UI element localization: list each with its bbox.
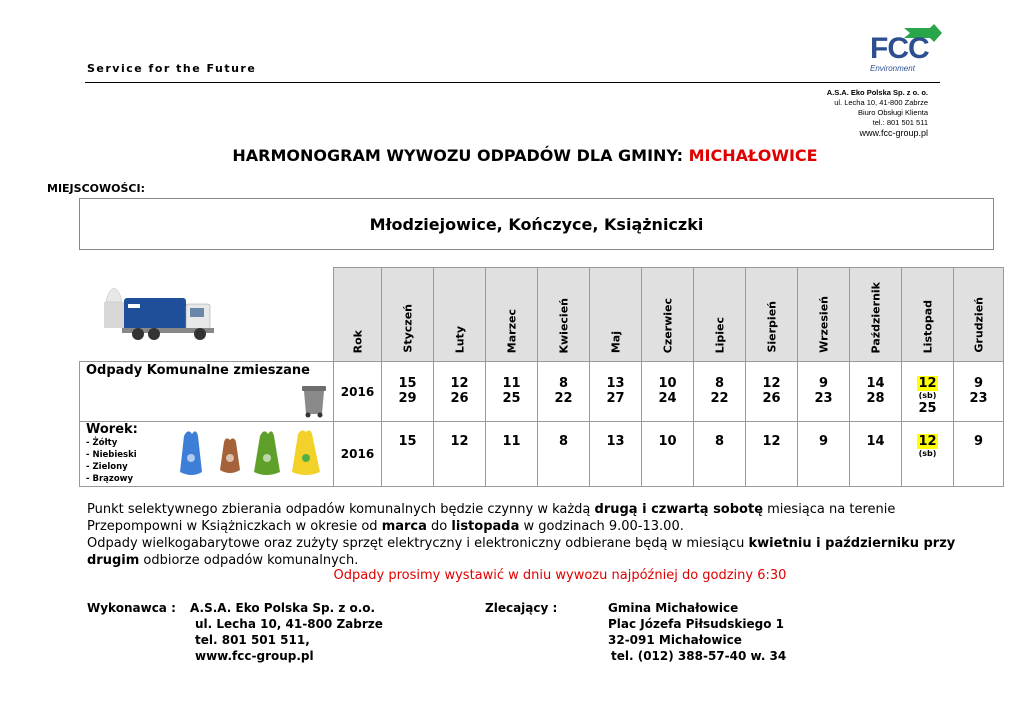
- month-label: Maj: [609, 330, 622, 353]
- day-cell: 9: [954, 422, 1004, 487]
- day-cell: 9: [798, 422, 850, 487]
- contractor-line: tel. 801 501 511,: [195, 633, 310, 647]
- day-cell: 9 23: [954, 362, 1004, 422]
- header-year-label: Rok: [351, 329, 364, 353]
- client-label: Zlecający :: [485, 601, 558, 615]
- day-cell: 13: [590, 422, 642, 487]
- header-month: [746, 268, 798, 362]
- saturday-mark: (sb): [918, 449, 937, 458]
- year-cell: 2016: [334, 362, 382, 422]
- header-month: [798, 268, 850, 362]
- bag-blue-label: - Niebieski: [86, 450, 137, 460]
- day-cell: 12: [434, 422, 486, 487]
- month-label: Październik: [869, 281, 882, 353]
- row-label-cell: [80, 362, 334, 422]
- logo-subtext: Environment: [870, 64, 915, 73]
- day-cell: 8: [538, 422, 590, 487]
- page-title: [0, 146, 1024, 165]
- table-header-row: [80, 268, 1004, 362]
- day-cell: 8: [694, 422, 746, 487]
- month-label: Sierpień: [765, 301, 778, 353]
- day-cell-saturday: 12 (sb) 25: [902, 362, 954, 422]
- info-p1-f: listopada: [451, 519, 520, 534]
- table-row: [80, 422, 1004, 487]
- header-month: [590, 268, 642, 362]
- day-cell: 12: [746, 422, 798, 487]
- month-label: Grudzień: [972, 297, 985, 353]
- header-month: [538, 268, 590, 362]
- info-p2-a: Odpady wielkogabarytowe oraz zużyty sprzęt elektryczny i elektroniczny odbierane będą w miesiącu: [87, 536, 749, 551]
- day-cell: 15: [382, 422, 434, 487]
- company-details: [827, 88, 928, 138]
- day-cell: 8 22: [538, 362, 590, 422]
- contractor-line: ul. Lecha 10, 41-800 Zabrze: [195, 617, 383, 631]
- year-cell: 2016: [334, 422, 382, 487]
- header-month: [850, 268, 902, 362]
- info-p1-e: do: [426, 519, 452, 534]
- company-name: A.S.A. Eko Polska Sp. z o. o.: [826, 88, 928, 97]
- info-p2-b: kwietniu i październiku przy drugim: [87, 536, 956, 568]
- title-municipality: MICHAŁOWICE: [688, 146, 818, 165]
- header-year: [334, 268, 382, 362]
- header-month: [642, 268, 694, 362]
- month-label: Luty: [453, 325, 466, 353]
- month-label: Wrzesień: [817, 296, 830, 353]
- day-cell: 12 26: [434, 362, 486, 422]
- day-cell: 10: [642, 422, 694, 487]
- schedule-table: [79, 267, 1004, 487]
- contractor-line[interactable]: www.fcc-group.pl: [195, 649, 314, 663]
- day-cell: 10 24: [642, 362, 694, 422]
- day-cell-saturday: [902, 422, 954, 487]
- contractor-label: Wykonawca :: [87, 601, 176, 615]
- info-p2-c: odbiorze odpadów komunalnych.: [139, 553, 359, 568]
- row-label-bags: Worek:: [86, 422, 138, 437]
- info-p1-b: drugą i czwartą sobotę: [594, 502, 764, 517]
- table-row: [80, 362, 1004, 422]
- header-month: [382, 268, 434, 362]
- waste-bin-icon: [300, 384, 328, 418]
- day-cell: 12 26: [746, 362, 798, 422]
- highlighted-day: 12: [918, 434, 937, 449]
- row-label-cell: [80, 422, 334, 487]
- client-line: Plac Józefa Piłsudskiego 1: [608, 617, 784, 631]
- company-website[interactable]: www.fcc-group.pl: [859, 128, 928, 138]
- client-details: [608, 600, 786, 664]
- truck-cell: [80, 268, 334, 362]
- day-cell: 8 22: [694, 362, 746, 422]
- header-month: [434, 268, 486, 362]
- saturday-mark: (sb): [918, 391, 937, 400]
- month-label: Czerwiec: [661, 297, 674, 353]
- info-p1-g: w godzinach 9.00-13.00.: [519, 519, 684, 534]
- recycling-bags-icon: [176, 426, 326, 478]
- info-p1-a: Punkt selektywnego zbierania odpadów komunalnych będzie czynny w każdą: [87, 502, 595, 517]
- bag-green-label: - Zielony: [86, 462, 128, 472]
- day-cell: 15 29: [382, 362, 434, 422]
- header-month: [902, 268, 954, 362]
- localities-box: [79, 198, 994, 250]
- garbage-truck-icon: [98, 284, 228, 344]
- logo-text: FCC: [870, 32, 929, 65]
- month-label: Kwiecień: [557, 297, 570, 353]
- contractor-line: A.S.A. Eko Polska Sp. z o.o.: [190, 601, 376, 615]
- day-cell: 11: [486, 422, 538, 487]
- bag-yellow-label: - Żółty: [86, 438, 118, 448]
- row-label-mixed: Odpady Komunalne zmieszane: [86, 363, 310, 378]
- company-address: ul. Lecha 10, 41-800 Zabrze: [834, 98, 928, 107]
- info-text: [87, 501, 987, 569]
- contractor-details: [190, 600, 383, 664]
- highlighted-day: 12: [918, 376, 937, 391]
- fcc-logo: [866, 24, 942, 78]
- company-phone: tel.: 801 501 511: [872, 118, 928, 127]
- month-label: Listopad: [921, 299, 934, 353]
- company-office: Biuro Obsługi Klienta: [857, 108, 928, 117]
- header-divider: [85, 82, 940, 83]
- client-line: 32-091 Michałowice: [608, 633, 742, 647]
- day-cell: 13 27: [590, 362, 642, 422]
- client-line: tel. (012) 388-57-40 w. 34: [611, 649, 787, 663]
- client-line: Gmina Michałowice: [608, 601, 739, 615]
- info-p1-d: marca: [381, 519, 427, 534]
- header-month: [694, 268, 746, 362]
- localities-label: MIEJSCOWOŚCI:: [47, 182, 145, 195]
- header-month: [954, 268, 1004, 362]
- month-label: Lipiec: [713, 316, 726, 353]
- tagline: Service for the Future: [87, 62, 257, 75]
- localities-value: Młodziejowice, Kończyce, Książniczki: [369, 214, 704, 234]
- month-label: Marzec: [505, 308, 518, 353]
- info-p1-c: miesiąca na terenie Przepompowni w Książniczkach w okresie od: [87, 502, 896, 534]
- title-main: HARMONOGRAM WYWOZU ODPADÓW DLA GMINY:: [232, 146, 684, 165]
- bag-brown-label: - Brązowy: [86, 474, 134, 484]
- day-cell: 14: [850, 422, 902, 487]
- day-cell: 9 23: [798, 362, 850, 422]
- day-cell: 14 28: [850, 362, 902, 422]
- month-label: Styczeń: [401, 304, 414, 353]
- day-cell: 11 25: [486, 362, 538, 422]
- pickup-notice: Odpady prosimy wystawić w dniu wywozu najpóźniej do godziny 6:30: [333, 568, 787, 583]
- header-month: [486, 268, 538, 362]
